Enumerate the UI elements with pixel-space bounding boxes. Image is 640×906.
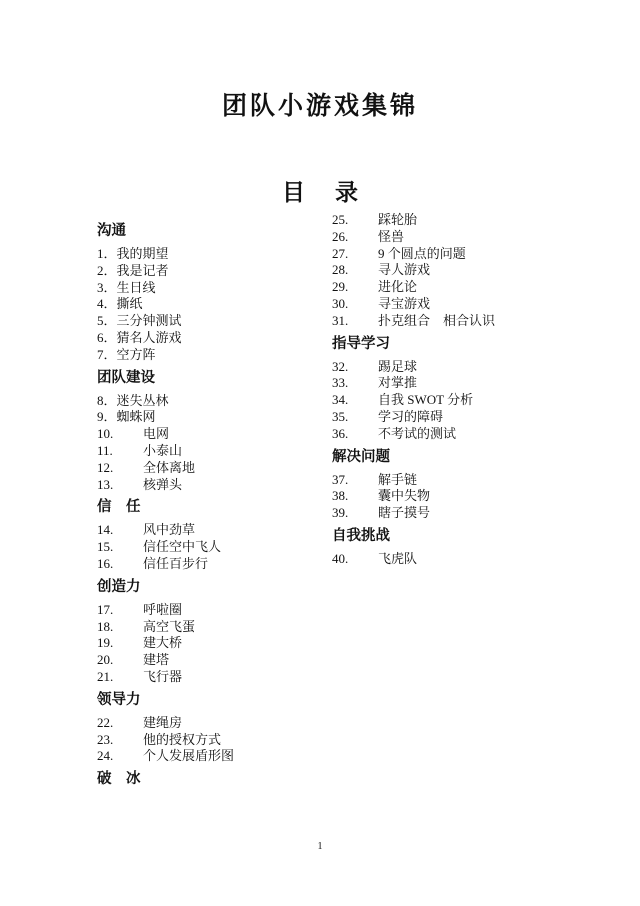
toc-entry-number: 2． [97, 262, 117, 278]
toc-entry [332, 391, 473, 408]
toc-entry [97, 329, 182, 346]
toc-entry [97, 459, 195, 476]
toc-entry [332, 358, 417, 375]
toc-entry-number: 13. [97, 476, 114, 492]
toc-entry-title: 生日线 [116, 279, 156, 295]
toc-entry-number: 30. [332, 296, 349, 311]
toc-entry-title: 自我 SWOT 分析 [378, 392, 474, 408]
toc-entry-number: 26. [332, 228, 349, 244]
toc-entry-title: 寻人游戏 [378, 262, 431, 278]
section-heading: 指导学习 [332, 335, 390, 352]
toc-entry-number: 38. [332, 488, 349, 504]
toc-entry [97, 408, 156, 425]
toc-entry-title: 我的期望 [116, 246, 169, 261]
toc-entry-title: 信任百步行 [143, 556, 209, 571]
toc-entry-title: 建塔 [143, 652, 170, 668]
toc-entry [97, 442, 182, 459]
toc-entry [332, 278, 417, 295]
toc-entry-title: 不考试的测试 [378, 425, 457, 441]
toc-entry [97, 601, 182, 618]
toc-entry-number: 40. [332, 551, 349, 566]
toc-entry [97, 476, 182, 493]
toc-entry [97, 425, 169, 442]
section-heading: 沟通 [97, 223, 126, 239]
toc-entry [332, 245, 466, 262]
toc-entry [97, 279, 156, 296]
section-heading: 创造力 [97, 578, 141, 595]
toc-entry [332, 312, 495, 329]
toc-entry [97, 651, 169, 668]
toc-entry-number: 20. [97, 652, 114, 668]
toc-entry [332, 408, 443, 425]
toc-entry [332, 471, 417, 488]
section-heading: 信 任 [97, 499, 141, 516]
toc-entry-title: 全体离地 [143, 459, 196, 475]
toc-entry-number: 18. [97, 618, 114, 634]
toc-entry-number: 29. [332, 279, 349, 295]
toc-entry-number: 8． [97, 392, 117, 408]
toc-entry [332, 295, 430, 312]
toc-entry-title: 怪兽 [378, 228, 405, 244]
toc-entry [97, 295, 143, 312]
toc-entry-title: 他的授权方式 [143, 731, 222, 747]
toc-entry-title: 猜名人游戏 [116, 330, 182, 345]
toc-entry-number: 10. [97, 426, 114, 442]
toc-entry [332, 374, 417, 391]
toc-entry-title: 建绳房 [143, 714, 183, 730]
toc-entry-number: 12. [97, 459, 114, 475]
toc-entry-title: 进化论 [378, 279, 418, 295]
toc-entry-title: 囊中失物 [378, 488, 431, 504]
toc-entry-title: 空方阵 [116, 346, 156, 362]
document-title: 团队小游戏集锦 [221, 91, 418, 120]
toc-entry-number: 27. [332, 245, 349, 261]
toc-entry-title: 风中劲草 [143, 522, 196, 538]
toc-entry-number: 22. [97, 714, 114, 730]
toc-entry-title: 信任空中飞人 [143, 539, 222, 555]
toc-entry [97, 714, 182, 731]
toc-entry-number: 14. [97, 522, 114, 538]
toc-entry-number: 3． [97, 279, 117, 295]
section-heading: 破 冰 [97, 771, 141, 788]
toc-entry-number: 34. [332, 392, 349, 408]
page-number: 1 [317, 841, 323, 852]
toc-entry [97, 538, 221, 555]
toc-entry-title: 高空飞蛋 [143, 618, 196, 634]
toc-entry-title: 学习的障碍 [378, 409, 444, 424]
toc-entry-title: 飞行器 [143, 669, 183, 684]
toc-entry-title: 飞虎队 [378, 551, 418, 566]
toc-entry-title: 迷失丛林 [116, 392, 169, 408]
toc-entry-number: 16. [97, 556, 114, 571]
section-heading: 解决问题 [332, 448, 390, 465]
toc-entry-title: 核弹头 [143, 476, 183, 492]
toc-entry-title: 瞎子摸号 [378, 505, 431, 521]
toc-entry-number: 11. [97, 443, 113, 458]
toc-entry-number: 37. [332, 471, 349, 487]
section-heading: 团队建设 [97, 369, 155, 386]
toc-entry-number: 9． [97, 409, 117, 425]
toc-entry [332, 228, 404, 245]
toc-entry-number: 33. [332, 375, 349, 391]
toc-entry-title: 踢足球 [378, 358, 418, 374]
toc-entry-number: 6． [97, 330, 117, 345]
toc-entry-title: 我是记者 [116, 262, 169, 278]
toc-heading: 目 录 [281, 179, 358, 206]
toc-entry-title: 呼啦圈 [143, 601, 183, 617]
toc-entry [332, 550, 417, 567]
toc-entry-title: 个人发展盾形图 [143, 748, 235, 764]
toc-entry [97, 262, 169, 279]
toc-entry-title: 踩轮胎 [378, 212, 418, 227]
toc-entry-title: 对掌推 [378, 375, 418, 391]
toc-entry [332, 487, 430, 504]
toc-entry [332, 261, 430, 278]
toc-entry-number: 32. [332, 358, 349, 374]
toc-entry-number: 39. [332, 505, 349, 521]
toc-entry [97, 634, 182, 651]
toc-entry-number: 5． [97, 313, 117, 329]
toc-entry [97, 245, 169, 262]
section-heading: 自我挑战 [332, 528, 390, 544]
toc-entry [97, 346, 156, 363]
toc-entry-title: 建大桥 [143, 635, 183, 651]
toc-entry-number: 21. [97, 669, 114, 684]
toc-entry [97, 618, 195, 635]
toc-entry-title: 扑克组合 相合认识 [378, 312, 496, 328]
toc-entry-title: 小泰山 [143, 443, 183, 458]
toc-entry-title: 撕纸 [116, 296, 143, 312]
toc-entry-number: 36. [332, 425, 349, 441]
toc-entry-number: 19. [97, 635, 114, 651]
toc-entry-title: 寻宝游戏 [378, 296, 431, 311]
toc-entry-title: 9 个圆点的问题 [378, 245, 466, 261]
toc-entry-number: 28. [332, 262, 349, 278]
toc-entry-number: 7． [97, 346, 117, 362]
toc-entry-number: 31. [332, 312, 349, 328]
toc-entry [97, 392, 169, 409]
toc-entry-number: 4． [97, 296, 117, 312]
toc-entry-title: 电网 [143, 426, 170, 442]
toc-entry-title: 解手链 [378, 471, 418, 487]
toc-entry [97, 312, 182, 329]
toc-entry [97, 668, 182, 685]
toc-entry [97, 747, 234, 764]
toc-entry-number: 15. [97, 539, 114, 555]
toc-entry-number: 23. [97, 731, 114, 747]
toc-entry-number: 35. [332, 409, 349, 424]
toc-entry-number: 1． [97, 246, 117, 261]
toc-entry [97, 521, 195, 538]
toc-entry-number: 25. [332, 212, 349, 227]
toc-entry [332, 211, 417, 228]
toc-entry-number: 24. [97, 748, 114, 764]
toc-entry [332, 425, 456, 442]
toc-entry [97, 731, 221, 748]
toc-entry-number: 17. [97, 601, 114, 617]
toc-entry-title: 三分钟测试 [116, 313, 182, 329]
toc-entry [332, 504, 430, 521]
toc-entry [97, 555, 208, 572]
section-heading: 领导力 [97, 691, 141, 708]
toc-entry-title: 蜘蛛网 [116, 409, 156, 425]
